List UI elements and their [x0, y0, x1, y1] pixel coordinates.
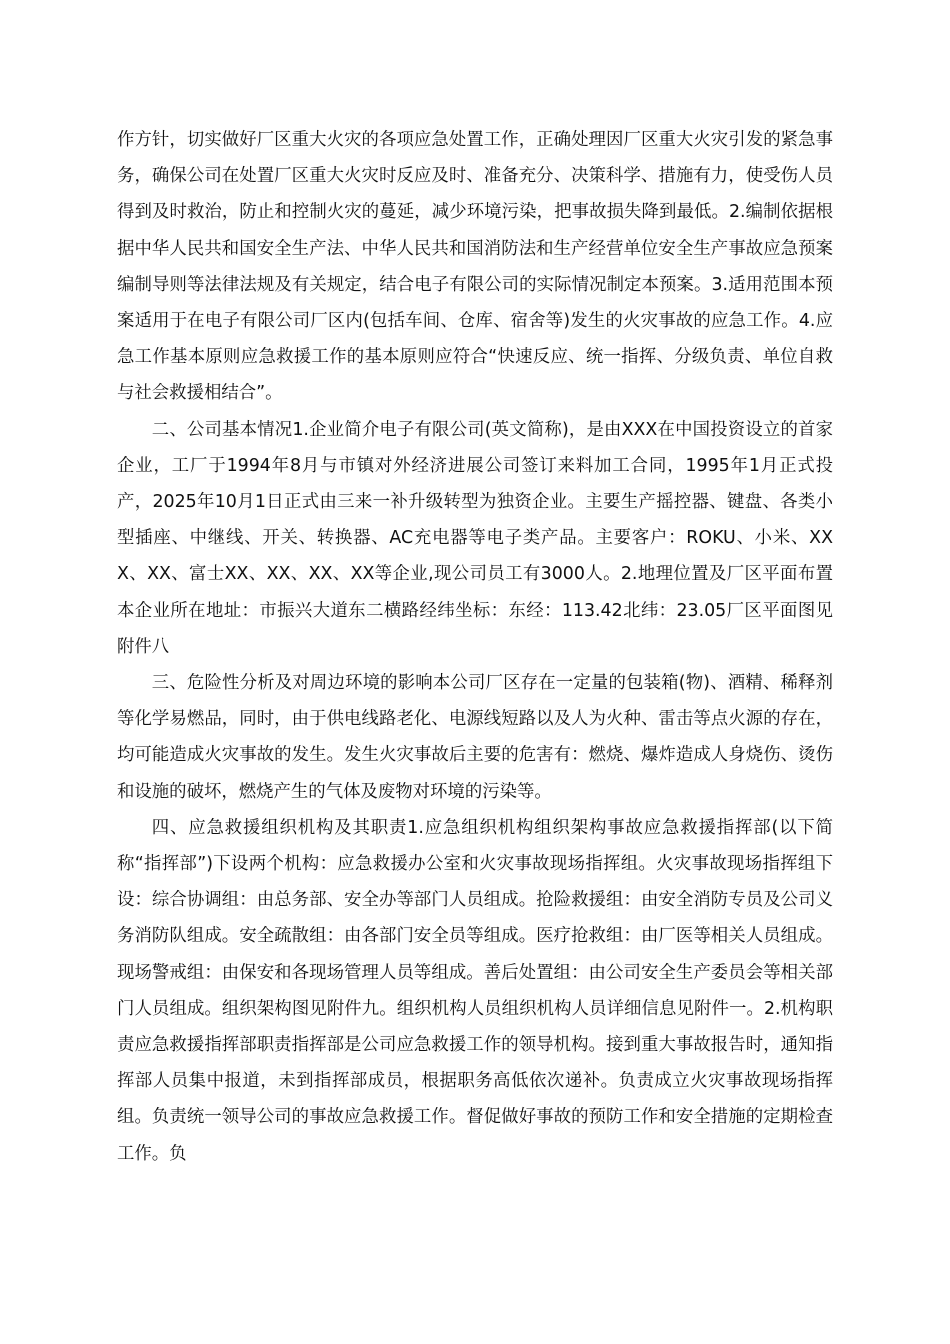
- paragraph-hazard-analysis: 三、危险性分析及对周边环境的影响本公司厂区存在一定量的包装箱(物)、酒精、稀释剂等化学易燃品，同时，由于供电线路老化、电源线短路以及人为火种、雷击等点火源的存在，均可能造成火灾事故的发生。发生火灾事故后主要的危害有：燃烧、爆炸造成人身烧伤、烫伤和设施的破坏，燃烧产生的气体及废物对环境的污染等。: [117, 673, 833, 802]
- paragraph-company-overview: 二、公司基本情况1.企业简介电子有限公司(英文简称)，是由XXX在中国投资设立的首家企业，工厂于1994年8月与市镇对外经济进展公司签订来料加工合同，1995年1月正式投产，2025年10月1日正式由三来一补升级转型为独资企业。主要生产摇控器、键盘、各类小型插座、中继线、开关、转换器、AC充电器等电子类产品。主要客户：ROKU、小米、XXX、XX、富士XX、XX、XX、XX等企业,现公司员工有3000人。2.地理位置及厂区平面布置本企业所在地址：市振兴大道东二横路经纬坐标：东经：113.42北纬：23.05厂区平面图见附件八: [117, 419, 833, 657]
- paragraph-purpose-and-principles: 作方针，切实做好厂区重大火灾的各项应急处置工作，正确处理因厂区重大火灾引发的紧急事务，确保公司在处置厂区重大火灾时反应及时、准备充分、决策科学、措施有力，使受伤人员得到及时救治，防止和控制火灾的蔓延，减少环境污染，把事故损失降到最低。2.编制依据根据中华人民共和国安全生产法、中华人民共和国消防法和生产经营单位安全生产事故应急预案编制导则等法律法规及有关规定，结合电子有限公司的实际情况制定本预案。3.适用范围本预案适用于在电子有限公司厂区内(包括车间、仓库、宿舍等)发生的火灾事故的应急工作。4.应急工作基本原则应急救援工作的基本原则应符合“快速反应、统一指挥、分级负责、单位自救与社会救援相结合”。: [117, 130, 833, 404]
- paragraph-emergency-organization: 四、应急救援组织机构及其职责1.应急组织机构组织架构事故应急救援指挥部(以下简称“指挥部”)下设两个机构：应急救援办公室和火灾事故现场指挥组。火灾事故现场指挥组下设：综合协调组：由总务部、安全办等部门人员组成。抢险救援组：由安全消防专员及公司义务消防队组成。安全疏散组：由各部门安全员等组成。医疗抢救组：由厂医等相关人员组成。现场警戒组：由保安和各现场管理人员等组成。善后处置组：由公司安全生产委员会等相关部门人员组成。组织架构图见附件九。组织机构人员组织机构人员详细信息见附件一。2.机构职责应急救援指挥部职责指挥部是公司应急救援工作的领导机构。接到重大事故报告时，通知指挥部人员集中报道，未到指挥部成员，根据职务高低依次递补。负责成立火灾事故现场指挥组。负责统一领导公司的事故应急救援工作。督促做好事故的预防工作和安全措施的定期检查工作。负: [117, 817, 833, 1164]
- document-body: [117, 122, 833, 1172]
